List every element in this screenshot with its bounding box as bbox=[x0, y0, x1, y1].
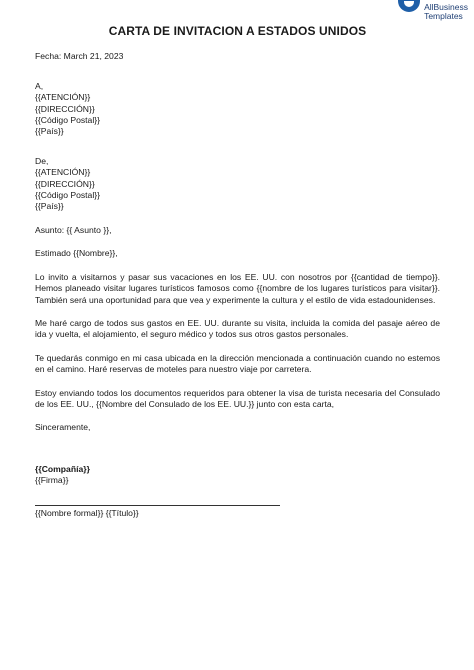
sender-block bbox=[35, 156, 440, 213]
letter-date: Fecha: March 21, 2023 bbox=[35, 51, 124, 62]
letter-closing: Sinceramente, bbox=[35, 422, 91, 433]
recipient-address: {{DIRECCIÓN}} bbox=[35, 103, 95, 114]
body-paragraph: Estoy enviando todos los documentos requeridos para obtener la visa de turista necesaria del Consulado de los EE. UU., {{Nombre del Consulado de los EE. UU.}} junto con esta carta, bbox=[35, 387, 440, 409]
signature-placeholder: {{Firma}} bbox=[35, 475, 69, 486]
signature-line bbox=[35, 505, 280, 506]
recipient-block bbox=[35, 81, 440, 138]
body-paragraph: Te quedarás conmigo en mi casa ubicada en la dirección mencionada a continuación cuando no estemos en el camino. Haré reservas de moteles para nuestro viaje por carretera. bbox=[35, 352, 440, 375]
letter-subject: Asunto: {{ Asunto }}, bbox=[35, 224, 112, 235]
letter-greeting: Estimado {{Nombre}}, bbox=[35, 248, 118, 259]
letter-page bbox=[35, 26, 440, 519]
logo-line-1: AllBusiness bbox=[424, 2, 468, 12]
sender-attention: {{ATENCIÓN}} bbox=[35, 167, 91, 178]
allbusiness-templates-logo bbox=[398, 0, 468, 21]
logo-text bbox=[424, 0, 468, 21]
company-name: {{Compañía}} bbox=[35, 463, 90, 474]
body-paragraph: Me haré cargo de todos sus gastos en EE. UU. durante su visita, incluida la comida del pasaje aéreo de ida y vuelta, el alojamiento, el seguro médico y todos sus otros gastos personales. bbox=[35, 317, 440, 340]
recipient-attention: {{ATENCIÓN}} bbox=[35, 92, 91, 103]
formal-name-title: {{Nombre formal}} {{Título}} bbox=[35, 507, 139, 518]
logo-mark-icon bbox=[398, 0, 420, 12]
logo-line-2: Templates bbox=[424, 11, 463, 21]
sender-label: De, bbox=[35, 155, 49, 166]
recipient-postal-code: {{Código Postal}} bbox=[35, 115, 100, 126]
sender-address: {{DIRECCIÓN}} bbox=[35, 178, 95, 189]
recipient-label: A, bbox=[35, 80, 44, 91]
sender-country: {{País}} bbox=[35, 201, 64, 212]
sender-postal-code: {{Código Postal}} bbox=[35, 190, 100, 201]
body-paragraph: Lo invito a visitarnos y pasar sus vacaciones en los EE. UU. con nosotros por {{cantidad de tiempo}}. Hemos planeado visitar lugares turísticos famosos como {{nombre de los lugares turísticos para visitar}}. También será una oportunidad para que vea y experimente la cultura y el estilo de vida estadounidenses. bbox=[35, 271, 440, 305]
recipient-country: {{País}} bbox=[35, 126, 64, 137]
letter-title: CARTA DE INVITACION A ESTADOS UNIDOS bbox=[108, 24, 367, 38]
